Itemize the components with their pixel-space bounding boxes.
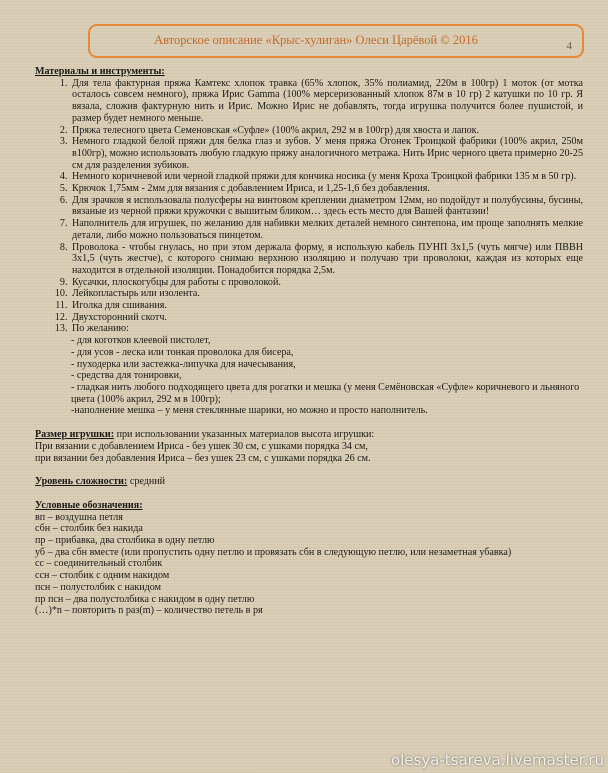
size-line: при вязании без добавления Ириса – без ушек 23 см, с ушками порядка 26 см.: [35, 452, 371, 464]
list-item: 7. Наполнитель для игрушек, по желанию для набивки мелких деталей немного синтепона, им проще заполнять мелкие детали, либо можно пользоваться пинцетом.: [70, 218, 583, 241]
size-intro: при использовании указанных материалов высота игрушки:: [114, 429, 375, 441]
difficulty-value: средний: [127, 476, 166, 488]
list-item: 12. Двухсторонний скотч.: [70, 312, 583, 324]
legend-line: сбн – столбик без накида: [35, 523, 143, 535]
difficulty-heading: Уровень сложности:: [35, 476, 128, 488]
list-item: 5. Крючок 1,75мм - 2мм для вязания с добавлением Ириса, и 1,25-1,6 без добавления.: [70, 183, 583, 195]
size-line: При вязании с добавлением Ириса - без ушек 30 см, с ушками порядка 34 см,: [35, 440, 368, 452]
page-number: 4: [566, 40, 572, 52]
legend-line: вп – воздушна петля: [35, 511, 123, 523]
optional-item: - для коготков клеевой пистолет,: [71, 335, 211, 347]
difficulty-section: [35, 476, 583, 488]
legend-line: уб – два сбн вместе (или пропустить одну петлю и провязать сбн в следующую петлю, или незаметная убавка): [35, 546, 512, 558]
legend-line: пр псн – два полустолбика с накидом в одну петлю: [35, 593, 255, 605]
list-item: 4. Немного коричневой или черной гладкой пряжи для кончика носика (у меня Кроха Троицкой фабрики 135 м в 50 гр).: [70, 171, 583, 183]
legend-line: (…)*n – повторить n раз(m) – количество петель в ря: [35, 605, 263, 617]
size-section: [35, 429, 583, 441]
list-item: 13. По желанию:: [70, 323, 583, 335]
optional-list: [35, 335, 583, 417]
document-body: [35, 66, 583, 617]
list-item: 1. Для тела фактурная пряжа Камтекс хлопок травка (65% хлопок, 35% полиамид, 220м в 100гр) 1 моток (от мотка осталось совсем немного), пряжа Ирис Gamma (100% мерсеризованный хлопок 87м в 10 гр) 2 катушки по 10 гр. Я вязала, сложив фактурную нить и Ирис. Можно Ирис не добавлять, тогда игрушка получится более пушистой, и размер будет немного меньше.: [70, 78, 583, 125]
watermark: olesya-tsareva.livemaster.ru: [390, 751, 604, 769]
optional-item: - гладкая нить любого подходящего цвета для рогатки и мешка (у меня Семёновская «Суфле» коричневого и льняного цвета (100% акрил, 292 м в 100гр);: [71, 381, 580, 405]
materials-heading: Материалы и инструменты:: [35, 66, 165, 77]
list-item: 10. Лейкопластырь или изолента.: [70, 288, 583, 300]
optional-item: - средства для тонировки,: [71, 370, 182, 382]
legend-line: псн – полустолбик с накидом: [35, 581, 162, 593]
header-banner: [88, 24, 584, 58]
materials-list: [35, 78, 583, 335]
list-item: 3. Немного гладкой белой пряжи для белка глаз и зубов. У меня пряжа Огонек Троицкой фабрики (100% акрил, 250м в100гр), можно использовать любую гладкую пряжу аналогичного метража. Нить Ирис черного цвета примерно 20-25 см для разделения зубиков.: [70, 136, 583, 171]
list-item: 6. Для зрачков я использовала полусферы на винтовом креплении диаметром 12мм, но подойдут и полубусины, бусины, вязаные из черной пряжи кружочки с вышитым бликом… здесь есть место для Вашей фантазии!: [70, 195, 583, 218]
document-title: Авторское описание «Крыс-хулиган» Олеси Царёвой © 2016: [154, 33, 478, 47]
optional-item: - пуходерка или застежка-липучка для начесывания,: [71, 358, 296, 370]
legend-line: сс – соединительный столбик: [35, 558, 163, 570]
list-item: 9. Кусачки, плоскогубцы для работы с проволокой.: [70, 277, 583, 289]
list-item: 11. Иголка для сшивания.: [70, 300, 583, 312]
size-heading: Размер игрушки:: [35, 429, 115, 441]
list-item: 8. Проволока - чтобы гнулась, но при этом держала форму, я использую кабель ПУНП 3х1,5 (чуть мягче) или ПВВН 3х1,5 (чуть жестче), с которого снимаю верхнюю изоляцию и получаю три проволоки, каждая из которых еще находится в отдельной изоляции. Понадобится порядка 2,5м.: [70, 242, 583, 277]
optional-item: -наполнение мешка – у меня стеклянные шарики, но можно и просто наполнитель.: [71, 405, 428, 417]
legend-line: ссн – столбик с одним накидом: [35, 570, 170, 582]
legend-line: пр – прибавка, два столбика в одну петлю: [35, 535, 215, 547]
list-item: 2. Пряжа телесного цвета Семеновская «Суфле» (100% акрил, 292 м в 100гр) для хвоста и лапок.: [70, 125, 583, 137]
legend-heading: Условные обозначения:: [35, 499, 143, 511]
optional-item: - для усов - леска или тонкая проволока для бисера,: [71, 346, 294, 358]
